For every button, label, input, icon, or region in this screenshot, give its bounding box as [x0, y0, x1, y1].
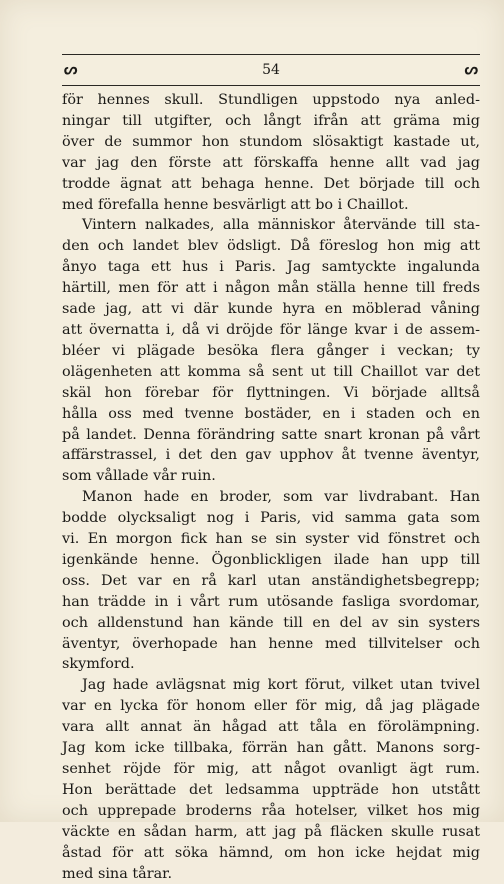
text-line: vara allt annat än hågad att tåla en förolämpning. — [62, 719, 480, 736]
text-line: äventyr, överhopade han henne med tillvitelser och — [62, 635, 480, 652]
text-line: han trädde in i vårt rum utösande fasliga svordomar, — [62, 593, 480, 610]
text-line: ningar till utgifter, och långt ifrån att gräma mig — [62, 112, 480, 129]
page-number: 54 — [262, 62, 280, 78]
text-line: Vintern nalkades, alla människor återvände till sta- — [82, 217, 480, 234]
text-line: trodde ägnat att behaga henne. Det började till och — [62, 175, 480, 192]
text-line: Jag kom icke tillbaka, förrän han gått. Manons sorg- — [62, 740, 480, 757]
text-line: över de summor hon stundom slösaktigt kastade ut, — [62, 133, 480, 150]
text-line: och alldenstund han kände till en del av sin systers — [62, 614, 480, 631]
text-line: med förefalla henne besvärligt att bo i Chaillot. — [62, 196, 409, 213]
text-line: med sina tårar. — [62, 865, 173, 882]
body-text — [62, 90, 480, 884]
left-ornament-icon: ᔕ — [64, 60, 78, 78]
text-line: senhet röjde för mig, att något ovanligt ägt rum. — [62, 761, 480, 777]
paragraph — [62, 215, 480, 487]
text-line: affärstrassel, i det den gav upphov åt tvenne äventyr, — [62, 447, 480, 464]
text-line: sade jag, att vi där kunde hyra en möblerad våning — [62, 301, 480, 318]
text-line: igenkände henne. Ögonblickligen ilade han upp till — [62, 551, 480, 568]
text-line: Jag hade avlägsnat mig kort förut, vilket utan tvivel — [82, 677, 480, 694]
text-line: härtill, men för att i någon mån ställa henne till freds — [62, 280, 480, 297]
text-line: bodde olycksaligt nog i Paris, vid samma gata som — [62, 510, 480, 527]
text-line: bléer vi plägade besöka flera gånger i veckan; ty — [62, 342, 480, 359]
paragraph — [62, 90, 480, 215]
text-line: olägenheten att komma så sent ut till Chaillot var det — [62, 363, 480, 380]
text-line: skymford. — [62, 656, 135, 673]
text-line: och upprepade broderns råa hotelser, vilket hos mig — [62, 802, 480, 819]
text-line: som vållade vår ruin. — [62, 468, 216, 485]
page-header — [62, 54, 480, 86]
text-line: för hennes skull. Stundligen uppstodo nya anled- — [62, 92, 480, 108]
text-line: Manon hade en broder, som var livdrabant. Han — [82, 489, 480, 506]
text-line: väckte en sådan harm, att jag på fläcken skulle rusat — [62, 823, 480, 840]
paragraph — [62, 675, 480, 884]
text-line: på landet. Denna förändring satte snart kronan på vårt — [62, 426, 480, 443]
right-ornament-icon: ᔕ — [464, 60, 478, 78]
text-line: oss. Det var en rå karl utan anständighetsbegrepp; — [62, 572, 480, 589]
text-line: hålla oss med tvenne bostäder, en i staden och en — [62, 405, 480, 422]
text-line: åstad för att söka hämnd, om hon icke hejdat mig — [62, 844, 480, 861]
paragraph — [62, 487, 480, 675]
text-line: Hon berättade det ledsamma uppträde hon utstått — [62, 781, 480, 798]
text-line: var jag den förste att förskaffa henne allt vad jag — [62, 154, 480, 171]
text-line: ånyo taga ett hus i Paris. Jag samtyckte ingalunda — [62, 259, 480, 276]
text-line: vi. En morgon fick han se sin syster vid fönstret och — [62, 531, 480, 548]
text-line: att övernatta i, då vi dröjde för länge kvar i de assem- — [62, 321, 480, 338]
text-line: skäl hon förebar för flyttningen. Vi började alltså — [62, 384, 480, 401]
text-line: den och landet blev ödsligt. Då föreslog hon mig att — [62, 238, 480, 255]
text-line: var en lycka för honom eller för mig, då jag plägade — [62, 698, 480, 715]
